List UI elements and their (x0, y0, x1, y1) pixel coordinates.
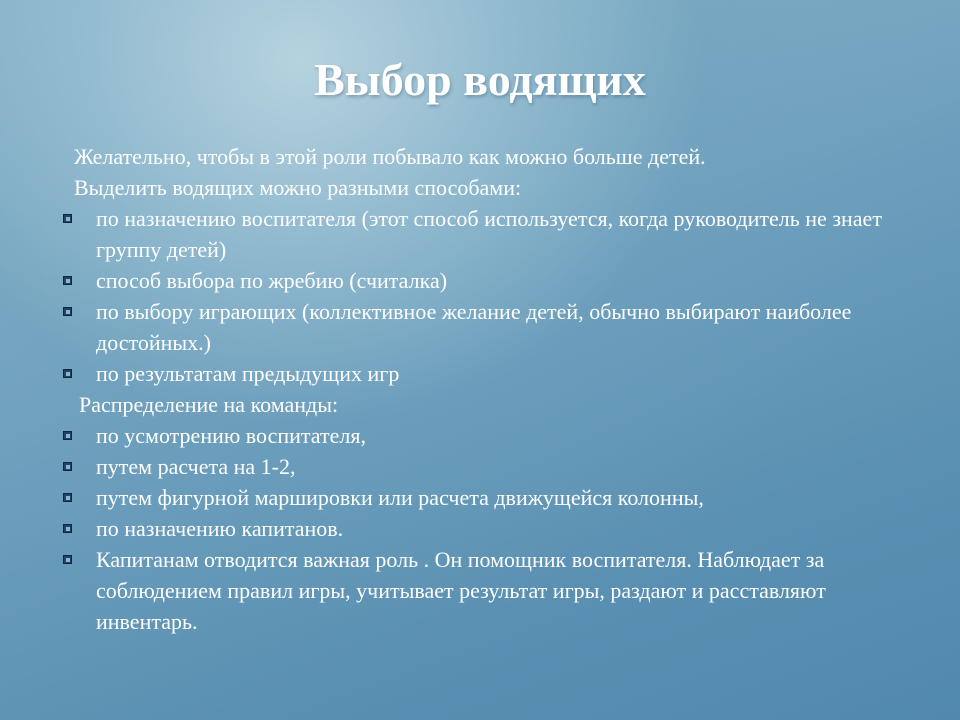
list-item (62, 203, 922, 265)
list-item-text: по усмотрению воспитателя, (96, 423, 366, 448)
square-bullet-icon (63, 369, 72, 378)
list-item (62, 482, 922, 513)
list-item-text: по назначению капитанов. (96, 516, 344, 541)
list-item-text: способ выбора по жребию (считалка) (96, 268, 448, 293)
list-item (62, 451, 922, 482)
square-bullet-icon (63, 276, 72, 285)
square-bullet-icon (63, 462, 72, 471)
list-item (62, 513, 922, 544)
slide-body (62, 141, 922, 637)
list-item (62, 544, 922, 637)
square-bullet-icon (63, 555, 72, 564)
list-item (62, 358, 922, 389)
teams-heading: Распределение на команды: (79, 392, 339, 417)
list-item-text: путем расчета на 1-2, (96, 454, 296, 479)
square-bullet-icon (63, 214, 72, 223)
list-item-text: по назначению воспитателя (этот способ используется, когда руководитель не знает группу детей) (96, 206, 882, 262)
intro-line: Выделить водящих можно разными способами: (74, 175, 522, 200)
intro-line: Желательно, чтобы в этой роли побывало как можно больше детей. (74, 144, 706, 169)
list-item (62, 420, 922, 451)
square-bullet-icon (63, 493, 72, 502)
square-bullet-icon (63, 307, 72, 316)
list-item-text: по выбору играющих (коллективное желание детей, обычно выбирают наиболее достойных.) (96, 299, 852, 355)
square-bullet-icon (63, 431, 72, 440)
slide-title: Выбор водящих (314, 54, 646, 105)
list-item-text: по результатам предыдущих игр (96, 361, 400, 386)
square-bullet-icon (63, 524, 72, 533)
list-item-text: путем фигурной маршировки или расчета движущейся колонны, (96, 485, 704, 510)
list-item-text: Капитанам отводится важная роль . Он помощник воспитателя. Наблюдает за соблюдением правил игры, учитывает результат игры, раздают и расставляют инвентарь. (96, 547, 826, 634)
list-item (62, 265, 922, 296)
list-item (62, 296, 922, 358)
